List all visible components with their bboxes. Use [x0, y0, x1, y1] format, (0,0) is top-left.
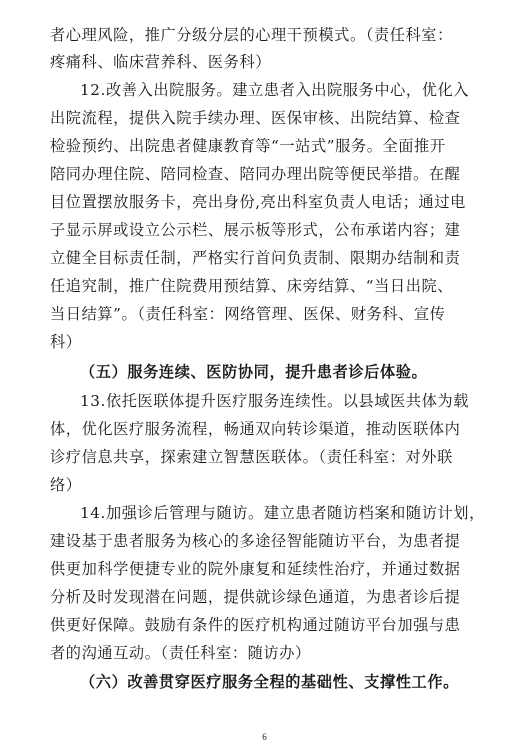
- text-line: 当日结算”。（责任科室：网络管理、医保、财务科、宣传: [50, 305, 446, 323]
- text-line: 目位置摆放服务卡，亮出身份,亮出科室负责人电话；通过电: [50, 193, 466, 211]
- text-line: 出院流程，提供入院手续办理、医保审核、出院结算、检查: [50, 109, 461, 127]
- text-line: 子显示屏或设立公示栏、展示板等形式，公布承诺内容；建: [50, 221, 461, 239]
- text-line: 供更好保障。鼓励有条件的医疗机构通过随访平台加强与患: [50, 616, 461, 634]
- section-item-12: 12.改善入出院服务。建立患者入出院服务中心，优化入: [80, 81, 470, 99]
- section-heading-5: （五）服务连续、医防协同，提升患者诊后体验。: [80, 363, 428, 381]
- text-line: 任追究制，推广住院费用预结算、床旁结算、“当日出院、: [50, 277, 454, 295]
- text-line: 者心理风险，推广分级分层的心理干预模式。（责任科室：: [50, 26, 453, 44]
- text-line: 科）: [50, 333, 82, 351]
- text-line: 立健全目标责任制，严格实行首问负责制、限期办结制和责: [50, 249, 461, 267]
- text-line: 分析及时发现潜在问题，提供就诊绿色通道，为患者诊后提: [50, 588, 461, 606]
- text-line: 络）: [50, 476, 82, 494]
- page-number: 6: [262, 732, 267, 742]
- text-line: 供更加科学便捷专业的院外康复和延续性治疗，并通过数据: [50, 560, 461, 578]
- text-line: 陪同办理住院、陪同检查、陪同办理出院等便民举措。在醒: [50, 165, 461, 183]
- section-item-14: 14.加强诊后管理与随访。建立患者随访档案和随访计划，: [80, 504, 485, 522]
- section-item-13: 13.依托医联体提升医疗服务连续性。以县域医共体为载: [80, 392, 470, 410]
- text-line: 者的沟通互动。（责任科室：随访办）: [50, 644, 311, 662]
- section-heading-6: （六）改善贯穿医疗服务全程的基础性、支撑性工作。: [80, 673, 459, 691]
- text-line: 体，优化医疗服务流程，畅通双向转诊渠道，推动医联体内: [50, 420, 461, 438]
- text-line: 诊疗信息共享，探索建立智慧医联体。（责任科室：对外联: [50, 448, 453, 466]
- text-line: 疼痛科、临床营养科、医务科）: [50, 53, 272, 71]
- text-line: 建设基于患者服务为核心的多途径智能随访平台，为患者提: [50, 532, 461, 550]
- text-line: 检验预约、出院患者健康教育等“一站式”服务。全面推开: [50, 137, 446, 155]
